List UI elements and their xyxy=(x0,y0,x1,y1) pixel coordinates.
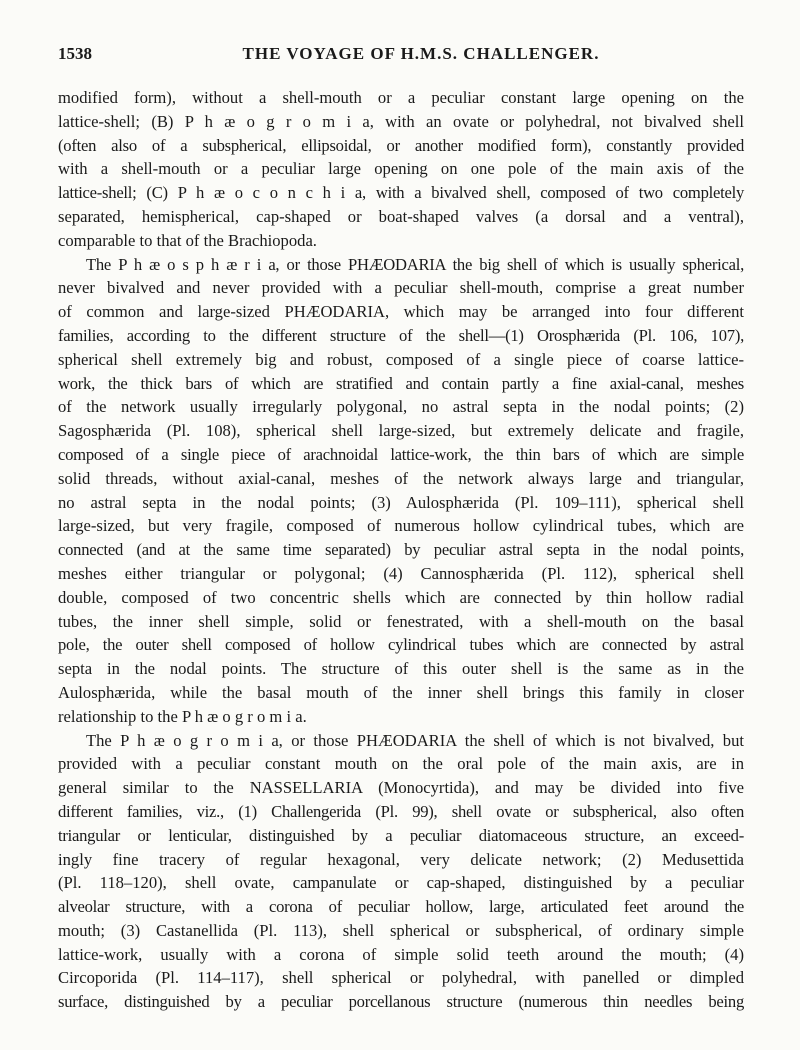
text-line: composed of a single piece of arachnoidal lattice-work, the thin bars of which are simple xyxy=(58,444,744,464)
text-line: with a shell-mouth or a peculiar large opening on one pole of the main axis of the xyxy=(58,159,744,179)
text-line: surface, distinguished by a peculiar porcellanous structure (numerous thin needles being xyxy=(58,992,744,1012)
text-line: of the network usually irregularly polygonal, no astral septa in the nodal points; (2) xyxy=(58,397,744,417)
text-line: large-sized, but very fragile, composed of numerous hollow cylindrical tubes, which are xyxy=(58,516,744,536)
page-number: 1538 xyxy=(58,44,92,63)
text-line: separated, hemispherical, cap-shaped or boat-shaped valves (a dorsal and a ventral), xyxy=(58,206,744,226)
text-line: of common and large-sized PHÆODARIA, which may be arranged into four different xyxy=(58,302,744,322)
text-line: The P h æ o g r o m i a, or those PHÆODARIA the shell of which is not bivalved, but xyxy=(86,730,744,750)
text-line: Aulosphærida, while the basal mouth of the inner shell brings this family in closer xyxy=(58,682,744,702)
running-title: THE VOYAGE OF H.M.S. CHALLENGER. xyxy=(242,44,600,63)
text-line: families, according to the different structure of the shell—(1) Orosphærida (Pl. 106, 107), xyxy=(58,325,744,345)
text-line: general similar to the NASSELLARIA (Monocyrtida), and may be divided into five xyxy=(58,778,744,798)
text-line: provided with a peculiar constant mouth on the oral pole of the main axis, are in xyxy=(58,754,744,774)
running-head xyxy=(58,44,744,68)
text-line: triangular or lenticular, distinguished by a peculiar diatomaceous structure, an exceed- xyxy=(58,825,744,845)
text-line: Sagosphærida (Pl. 108), spherical shell large-sized, but extremely delicate and fragile, xyxy=(58,421,744,441)
text-line: meshes either triangular or polygonal; (4) Cannosphærida (Pl. 112), spherical shell xyxy=(58,563,744,583)
body-text xyxy=(58,86,744,1014)
text-line: different families, viz., (1) Challengerida (Pl. 99), shell ovate or subspherical, also often xyxy=(58,801,744,821)
text-line: relationship to the P h æ o g r o m i a. xyxy=(58,706,307,726)
text-line: spherical shell extremely big and robust, composed of a single piece of coarse lattice- xyxy=(58,349,744,369)
text-line: septa in the nodal points. The structure of this outer shell is the same as in the xyxy=(58,659,744,679)
text-line: tubes, the inner shell simple, solid or fenestrated, with a shell-mouth on the basal xyxy=(58,611,744,631)
text-line: Circoporida (Pl. 114–117), shell spherical or polyhedral, with panelled or dimpled xyxy=(58,968,744,988)
text-line: mouth; (3) Castanellida (Pl. 113), shell spherical or subspherical, of ordinary simple xyxy=(58,920,744,940)
text-line: lattice-shell; (C) P h æ o c o n c h i a, with a bivalved shell, composed of two completely xyxy=(58,183,744,203)
text-line: lattice-work, usually with a corona of simple solid teeth around the mouth; (4) xyxy=(58,944,744,964)
text-line: alveolar structure, with a corona of peculiar hollow, large, articulated feet around the xyxy=(58,897,744,917)
text-line: ingly fine tracery of regular hexagonal, very delicate network; (2) Medusettida xyxy=(58,849,744,869)
text-line: double, composed of two concentric shells which are connected by thin hollow radial xyxy=(58,587,744,607)
text-line: (Pl. 118–120), shell ovate, campanulate or cap-shaped, distinguished by a peculiar xyxy=(58,873,744,893)
text-line: solid threads, without axial-canal, meshes of the network always large and triangular, xyxy=(58,468,744,488)
text-line: comparable to that of the Brachiopoda. xyxy=(58,230,317,250)
text-line: pole, the outer shell composed of hollow cylindrical tubes which are connected by astral xyxy=(58,635,744,655)
text-line: lattice-shell; (B) P h æ o g r o m i a, with an ovate or polyhedral, not bivalved shell xyxy=(58,111,744,131)
text-line: connected (and at the same time separated) by peculiar astral septa in the nodal points, xyxy=(58,540,744,560)
text-line: never bivalved and never provided with a peculiar shell-mouth, comprise a great number xyxy=(58,278,744,298)
text-line: no astral septa in the nodal points; (3) Aulosphærida (Pl. 109–111), spherical shell xyxy=(58,492,744,512)
text-line: modified form), without a shell-mouth or a peculiar constant large opening on the xyxy=(58,88,744,107)
text-line: The P h æ o s p h æ r i a, or those PHÆODARIA the big shell of which is usually spherical, xyxy=(86,254,744,274)
text-line: (often also of a subspherical, ellipsoidal, or another modified form), constantly provided xyxy=(58,135,744,155)
text-line: work, the thick bars of which are stratified and contain partly a fine axial-canal, meshes xyxy=(58,373,744,393)
